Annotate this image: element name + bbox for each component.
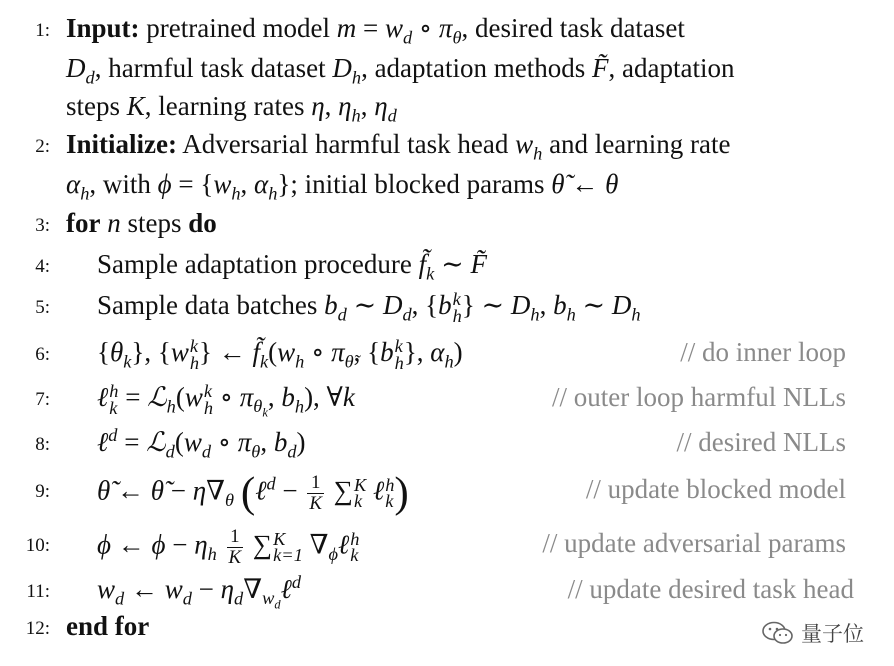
line-content: Initialize: Adversarial harmful task head $w_h$ and learning rate: [66, 129, 731, 164]
line-number: 3:: [35, 215, 50, 236]
line-number: 4:: [35, 256, 50, 277]
watermark-text: 量子位: [801, 622, 864, 646]
line-content: [66, 610, 149, 642]
comment: // update desired task head: [567, 574, 854, 604]
line-content: θ̃ ← θ̃ − $\eta\nabla_\theta$ (ℓ$^d$ − $\frac{1}{K}$ ∑ K k ℓ h k ): [97, 469, 409, 517]
line-content: for n steps do: [66, 208, 217, 238]
end-for-keyword: end for: [66, 611, 150, 641]
line-number: 8:: [35, 434, 50, 455]
line-number: 12:: [25, 618, 50, 639]
line-content: Sample adaptation procedure $f̃_k$ ∼ F̃: [97, 249, 487, 284]
comment: // update blocked model: [585, 474, 846, 504]
line-number: 11:: [26, 581, 50, 602]
line-number: 1:: [35, 20, 50, 41]
comment: // do inner loop: [680, 337, 846, 367]
algo-line-2-cont: $\alpha_h$, with $\phi = \{w_h$, $\alpha_h$}; initial blocked params θ̃ ← θ: [66, 169, 619, 204]
line-number: 5:: [35, 297, 50, 318]
line-content: ℓ h k = ℒ$_h$(w k h ∘ $\pi_{\theta_k}$, $b_h$), ∀k: [97, 381, 355, 421]
watermark: [761, 618, 864, 648]
comment: // desired NLLs: [676, 427, 846, 457]
line-number: 9:: [35, 481, 50, 502]
comment: // outer loop harmful NLLs: [552, 382, 846, 412]
line-content: Sample data batches $b_d$ ∼ $D_d$, {b k h } ∼ $D_h$, $b_h$ ∼ $D_h$: [97, 289, 641, 326]
wechat-icon: [761, 621, 795, 645]
line-content: ϕ ← $\phi - \eta_h$ $\frac{1}{K}$ ∑ K k=1 $\nabla_\phi\ell$ h k: [97, 526, 360, 568]
algo-line-1-cont2: steps K, learning rates η, $\eta_h$, $\eta_d$: [66, 91, 397, 126]
algo-line-1-cont: $D_d$, harmful task dataset $D_h$, adaptation methods F̃, adaptation: [66, 53, 735, 88]
line-number: 7:: [35, 389, 50, 410]
line-number: 2:: [35, 136, 50, 157]
line-number: 6:: [35, 344, 50, 365]
comment: // update adversarial params: [542, 528, 846, 558]
input-keyword: Input:: [66, 13, 140, 43]
line-number: 10:: [25, 535, 50, 556]
line-content: Input: pretrained model $m = w_d$ ∘ $\pi_\theta$, desired task dataset: [66, 13, 685, 48]
line-content: ℓ$^d$ = $ℒ_d(w_d$ ∘ $\pi_\theta$, $b_d$): [97, 425, 306, 462]
line-content: $w_d$ ← $w_d$ − $\eta_d\nabla_{w_d}\ell^d$: [97, 572, 302, 613]
line-content: $\{\theta_k\}$, {w k h } ← $f̃_k(w_h$ ∘ $\pi_{\thetã}$, {b k h }, $\alpha_h$): [97, 336, 463, 373]
initialize-keyword: Initialize:: [66, 129, 177, 159]
